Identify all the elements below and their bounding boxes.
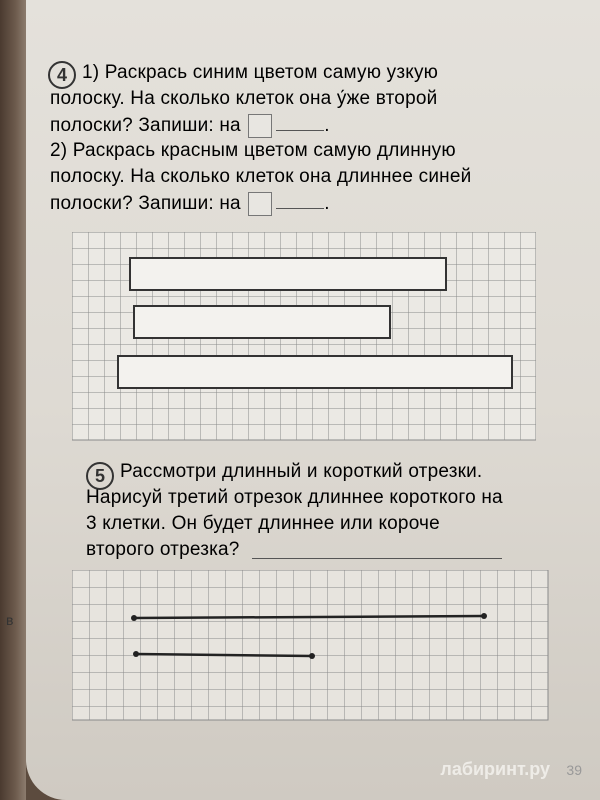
short-segment-end-point [309,653,315,659]
task-5-line-3: 3 клетки. Он будет длиннее или короче [86,513,440,534]
long-segment-start-point [131,615,137,621]
long-segment-end-point [481,613,487,619]
short-segment-start-point [133,651,139,657]
task-5-line-1: Рассмотри длинный и короткий отрезки. [120,461,483,482]
strips-grid [72,232,536,442]
task-5-line-2: Нарисуй третий отрезок длиннее короткого на [86,487,503,508]
answer-line-3[interactable] [252,558,502,559]
task-4-number: 4 [48,61,76,89]
task-5-line-4: второго отрезка? [86,539,240,560]
task-4-line-3: полоски? Запиши: на . [50,115,330,137]
task-4-line-1: 1) Раскрась синим цветом самую узкую [82,62,439,83]
strip-1[interactable] [130,258,446,290]
strip-3[interactable] [118,356,512,388]
answer-line-2[interactable] [276,208,324,209]
answer-line-1[interactable] [276,130,324,131]
task-4-line-2: полоску. На сколько клеток она у́же второй [50,88,438,109]
segments-grid [72,570,552,722]
answer-box-2[interactable] [248,192,272,216]
strip-2[interactable] [134,306,390,338]
task-4-line-3-text: полоски? Запиши: на [50,115,241,137]
answer-box-1[interactable] [248,114,272,138]
task-4-line-5: полоску. На сколько клеток она длиннее синей [50,166,472,187]
task-4-line-4: 2) Раскрась красным цветом самую длинную [50,140,456,161]
task-5-number: 5 [86,462,114,490]
task-4-line-6-text: полоски? Запиши: на [50,193,241,215]
page-number: 39 [566,762,582,778]
watermark-logo: лабиринт.ру [440,759,550,779]
task-4-line-6: полоски? Запиши: на . [50,193,330,215]
book-spine [0,0,26,800]
margin-letter: в [6,612,14,628]
